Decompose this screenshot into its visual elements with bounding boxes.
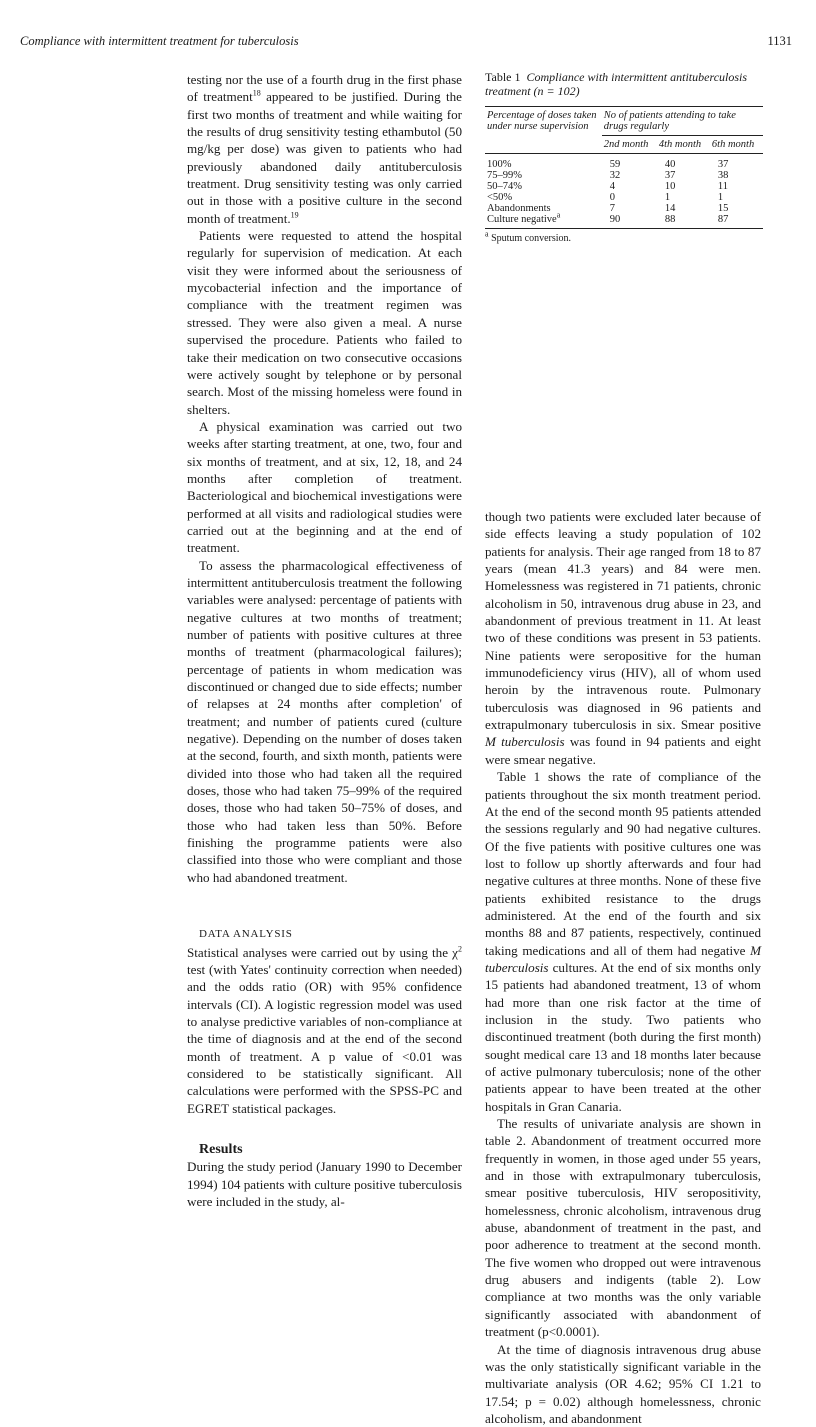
row-label: 50–74% (485, 181, 602, 192)
paragraph-supervision: Patients were requested to attend the hospital regularly for supervision of medication. At each visit they were informed about the seriousness of mycobacterial infection and the importance of compliance with the treatment regimen was stressed. They were also given a meal. A nurse supervised the procedure. Patients who failed to take their medication on two consecutive occasions were actively sought by telephone or by personal search. Most of the missing homeless were found in shelters. (187, 227, 462, 418)
table-cell: 59 (602, 154, 657, 171)
table-cell: 14 (657, 203, 710, 214)
species-name: M tuberculosis (485, 734, 565, 749)
left-column (187, 71, 462, 1210)
text-segment: Table 1 shows the rate of compliance of the patients throughout the six month treatment period. At the end of the second month 95 patients attended the sessions regularly and 90 had negative cultures. Of the five patients with positive cultures one was lost to follow up shortly afterwards and four had negative cultures at three months. None of these five patients exhibited resistance to the drugs administered. At the end of the fourth and six months 88 and 87 patients, respectively, continued taking medications and all of them had negative (485, 769, 761, 957)
paragraph-univariate: The results of univariate analysis are shown in table 2. Abandonment of treatment occurred more frequently in women, in those aged under 55 years, and in those with extrapulmonary tuberculosis, smear positive tuberculosis, HIV seropositivity, homelessness, chronic alcoholism, intravenous drug abuse, abandonment of treatment in the past, and poor adherence to treatment at the second month. The five women who dropped out were intravenous drug abusers and indigents (table 2). Low compliance at two months was the only variable significantly associated with abandonment of treatment (p<0.0001). (485, 1115, 761, 1340)
page-number: 1131 (767, 34, 792, 49)
text-segment: test (with Yates' continuity correction when needed) and the odds ratio (OR) with 95% confidence intervals (CI). A logistic regression model was used to analyse predictive variables of non-compliance at the time of diagnosis and at the end of the second month of treatment. A p value of <0.01 was considered to be statistically significant. All calculations were performed with the SPSS-PC and EGRET statistical packages. (187, 962, 462, 1116)
column-header: 4th month (657, 136, 710, 154)
table-cell: 38 (710, 170, 763, 181)
table-cell: 90 (602, 214, 657, 229)
table-cell: 1 (657, 192, 710, 203)
table-1 (485, 70, 763, 244)
text-segment: cultures. At the end of six months only 15 patients had abandoned treatment, 13 of whom had more than one risk factor at the time of inclusion in the study. Two patients who discontinued treatment (both during the first month) sought medical care 13 and 18 months later because of active pulmonary tuberculosis; none of the other patients appear to have been treated at the other hospitals in Gran Canaria. (485, 960, 761, 1114)
table-row (485, 181, 763, 192)
row-label: Abandonments (485, 203, 602, 214)
table-cell: 88 (657, 214, 710, 229)
paragraph-results-start: During the study period (January 1990 to December 1994) 104 patients with culture positive tuberculosis were included in the study, al- (187, 1158, 462, 1210)
table-cell: 37 (710, 154, 763, 171)
table-cell: 87 (710, 214, 763, 229)
text-segment: appeared to be justified. During the first two months of treatment and while waiting for the results of drug sensitivity testing ethambutol (50 mg/kg per dose) was given to patients who had previously abandoned daily antituberculosis treatment. Drug sensitivity testing was only carried out in those with a positive culture in the second month of treatment. (187, 89, 462, 225)
row-label: 100% (485, 154, 602, 171)
running-title: Compliance with intermittent treatment for tuberculosis (20, 34, 299, 49)
species-name: M tuberculosis (485, 943, 761, 975)
paragraph-statistics (187, 944, 462, 1117)
paragraph-study-population (485, 508, 761, 768)
table-label: Table 1 (485, 70, 520, 84)
table-footnote (485, 233, 763, 244)
reference-marker: 18 (253, 89, 261, 98)
reference-marker: 19 (291, 210, 299, 219)
footnote-marker: a (485, 230, 489, 239)
running-head (20, 34, 796, 54)
table-cell: 10 (657, 181, 710, 192)
table-cell: 40 (657, 154, 710, 171)
table-cell: 0 (602, 192, 657, 203)
column-header: 6th month (710, 136, 763, 154)
compliance-table (485, 106, 763, 229)
table-cell: 1 (710, 192, 763, 203)
table-cell: 11 (710, 181, 763, 192)
table-cell: 32 (602, 170, 657, 181)
column-header: 2nd month (602, 136, 657, 154)
paragraph-effectiveness: To assess the pharmacological effectiveness of intermittent antituberculosis treatment the following variables were analysed: percentage of patients with negative cultures at two months of treatment; number of patients with positive cultures at three months of treatment (pharmacological failures); percentage of patients in whom medication was discontinued or changed due to side effects; number of relapses at 24 months after completion' of treatment; and number of patients cured (culture negative). Depending on the number of doses taken at the second, fourth, and sixth month, patients were divided into those who had taken all the required doses, those who had taken 75–99% of the required doses, those who had taken 50–75% of doses, and those who had taken less than 50%. Before finishing the programme patients were also classified into those who were compliant and those who had abandoned treatment. (187, 557, 462, 887)
paragraph-compliance-rate (485, 768, 761, 1115)
table-row (485, 214, 763, 229)
table-row (485, 170, 763, 181)
footnote-text: Sputum conversion. (491, 233, 571, 244)
right-column (485, 508, 761, 1427)
table-row (485, 203, 763, 214)
table-row (485, 154, 763, 171)
text-segment: was found in 94 patients and eight were smear negative. (485, 734, 761, 766)
data-analysis-heading: DATA ANALYSIS (187, 926, 462, 943)
row-label-text: Culture negative (487, 214, 557, 225)
superscript: 2 (458, 944, 462, 953)
section-gap (187, 1117, 462, 1141)
row-label (485, 214, 602, 229)
row-label: <50% (485, 192, 602, 203)
row-label: 75–99% (485, 170, 602, 181)
table-cell: 15 (710, 203, 763, 214)
group-header: No of patients attending to take drugs regularly (602, 107, 763, 136)
paragraph-examination: A physical examination was carried out two weeks after starting treatment, at one, two, four and six months of treatment, and at six, 12, 18, and 24 months after completion of treatment. Bacteriological and biochemical investigations were performed at all visits and radiological studies were carried out at the beginning and at the end of treatment. (187, 418, 462, 557)
table-row (485, 192, 763, 203)
footnote-marker: a (557, 211, 561, 220)
table-cell: 37 (657, 170, 710, 181)
results-heading: Results (187, 1141, 462, 1158)
paragraph-methods-continued (187, 71, 462, 227)
row-header: Percentage of doses taken under nurse supervision (485, 107, 602, 154)
paragraph-multivariate: At the time of diagnosis intravenous drug abuse was the only statistically significant variable in the multivariate analysis (OR 4.62; 95% CI 1.21 to 17.54; p = 0.02) although homelessness, chronic alcoholism, and abandonment (485, 1341, 761, 1427)
table-title: Compliance with intermittent antituberculosis treatment (n = 102) (485, 70, 747, 98)
text-segment: though two patients were excluded later because of side effects leaving a study population of 102 patients for analysis. Their age ranged from 18 to 87 years (mean 41.3 years) and 84 were men. Homelessness was registered in 71 patients, chronic alcoholism in 50, intravenous drug abuse in 23, and abandonment of previous treatment in 11. At least two of these conditions was present in 53 patients. Nine patients were seropositive for the human immunodeficiency virus (HIV), all of whom used heroin by the intravenous route. Pulmonary tuberculosis was diagnosed in 96 patients and extrapulmonary tuberculosis in six. Smear positive (485, 509, 761, 732)
table-cell: 4 (602, 181, 657, 192)
table-caption (485, 70, 763, 98)
section-gap (187, 886, 462, 926)
text-segment: Statistical analyses were carried out by using the χ (187, 945, 458, 960)
table-cell: 7 (602, 203, 657, 214)
text-segment: testing nor the use of a fourth drug in the first phase of treatment (187, 72, 462, 104)
